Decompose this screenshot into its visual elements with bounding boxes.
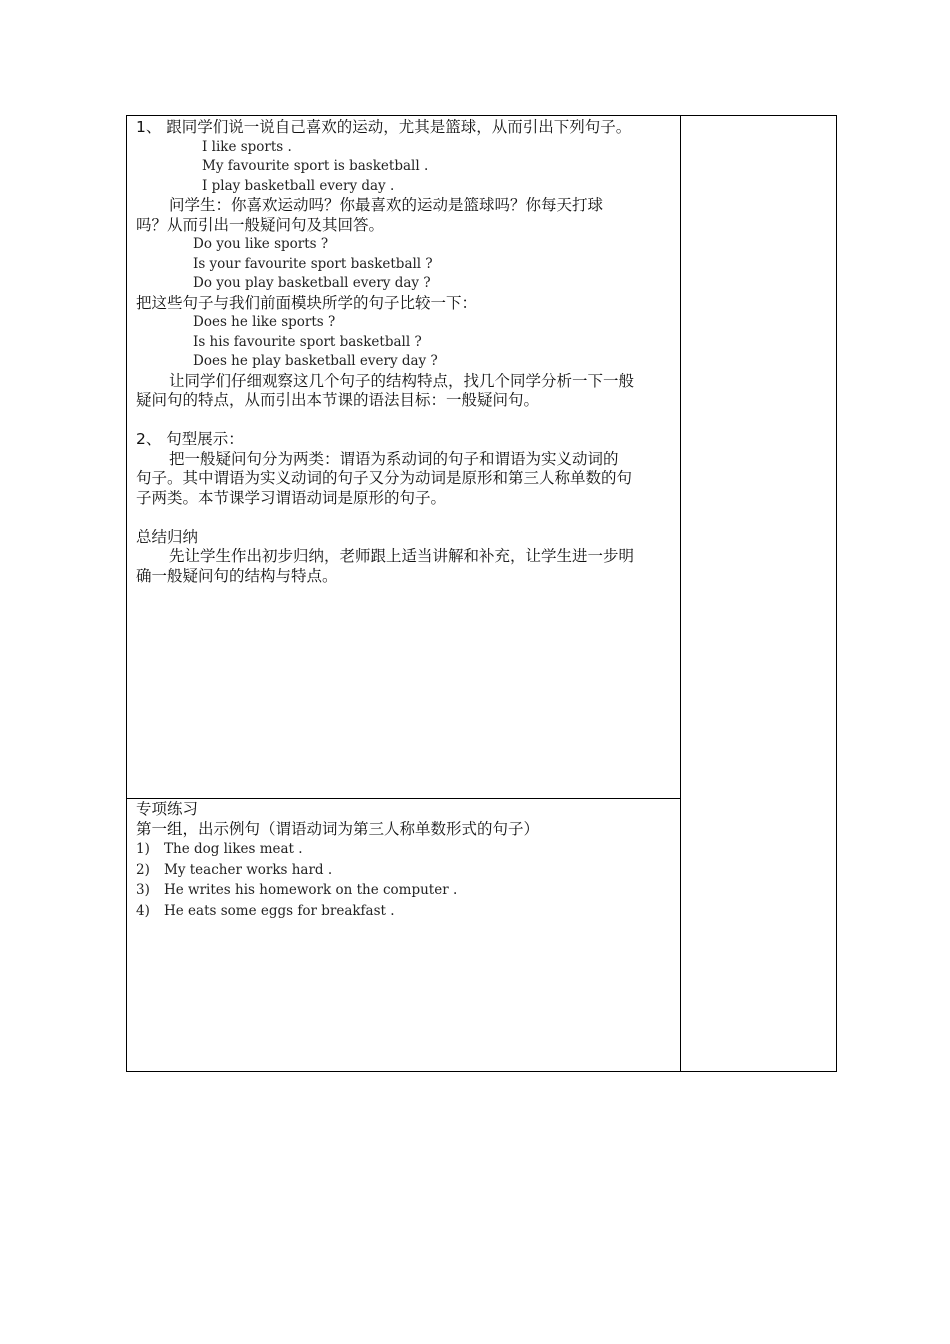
row-divider <box>127 798 681 799</box>
paragraph-line: 句子。其中谓语为实义动词的句子又分为动词是原形和第三人称单数的句 <box>136 469 633 487</box>
example-sentence: My favourite sport is basketball . <box>202 158 429 174</box>
intro-text: 1、 跟同学们说一说自己喜欢的运动，尤其是篮球，从而引出下列句子。 <box>136 118 632 136</box>
example-question: Is his favourite sport basketball ? <box>193 333 422 350</box>
item-text: My teacher works hard . <box>164 861 333 878</box>
item-text: He eats some eggs for breakfast . <box>164 902 395 919</box>
example-sentence: I like sports . <box>202 138 292 155</box>
spacer <box>136 508 676 528</box>
practice-cell <box>136 800 676 921</box>
paragraph-line: 子两类。本节课学习谓语动词是原形的句子。 <box>136 488 447 507</box>
spacer <box>136 411 676 431</box>
example-question: Is your favourite sport basketball ? <box>193 255 433 272</box>
item-text: The dog likes meat . <box>164 841 303 857</box>
example-question: Does he play basketball every day ? <box>193 353 438 369</box>
item-number: 4) <box>136 902 150 919</box>
paragraph-line: 吗？从而引出一般疑问句及其回答。 <box>136 215 385 234</box>
paragraph-line: 让同学们仔细观察这几个句子的结构特点，找几个同学分析一下一般 <box>169 371 635 390</box>
list-item <box>136 860 676 881</box>
section-heading: 专项练习 <box>136 800 199 818</box>
paragraph-line: 把一般疑问句分为两类：谓语为系动词的句子和谓语为实义动词的 <box>169 449 619 468</box>
example-sentence: I play basketball every day . <box>202 177 395 194</box>
paragraph-line: 确一般疑问句的结构与特点。 <box>136 566 338 585</box>
column-divider <box>680 116 681 1071</box>
paragraph-line: 把这些句子与我们前面模块所学的句子比较一下： <box>136 293 478 312</box>
lesson-table <box>126 115 837 1072</box>
list-item <box>136 901 676 922</box>
item-number: 3) <box>136 882 150 898</box>
list-item <box>136 880 676 901</box>
paragraph-line: 疑问句的特点，从而引出本节课的语法目标：一般疑问句。 <box>136 391 540 409</box>
paragraph-line: 先让学生作出初步归纳，老师跟上适当讲解和补充，让学生进一步明 <box>169 547 635 565</box>
example-question: Do you like sports ? <box>193 236 329 252</box>
paragraph-line: 问学生：你喜欢运动吗？你最喜欢的运动是篮球吗？你每天打球 <box>169 196 604 214</box>
section-heading: 2、 句型展示： <box>136 430 244 448</box>
item-text: He writes his homework on the computer . <box>164 882 458 898</box>
list-item <box>136 839 676 860</box>
item-number: 2) <box>136 861 150 878</box>
example-question: Do you play basketball every day ? <box>193 275 431 291</box>
teaching-procedure-cell <box>136 118 676 586</box>
section-heading: 总结归纳 <box>136 527 199 546</box>
item-number: 1) <box>136 841 150 857</box>
group-label: 第一组，出示例句（谓语动词为第三人称单数形式的句子） <box>136 819 540 838</box>
example-question: Does he like sports ? <box>193 314 336 330</box>
